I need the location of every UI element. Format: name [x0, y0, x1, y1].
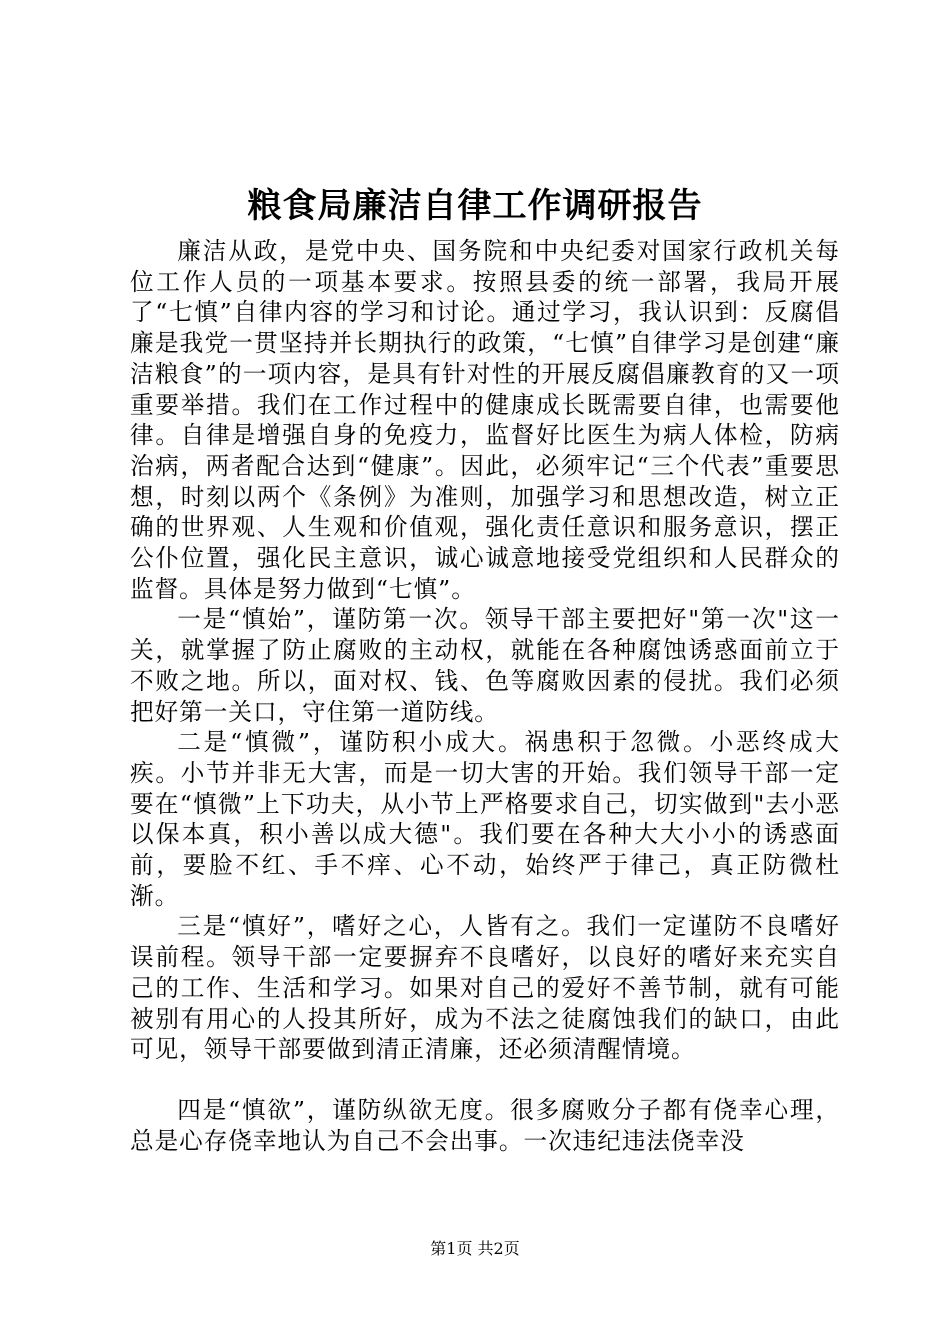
paragraph-shen-shi: 一是“慎始”，谨防第一次。领导干部主要把好"第一次"这一关，就掌握了防止腐败的主动权，就能在各种腐蚀诱惑面前立于不败之地。所以，面对权、钱、色等腐败因素的侵扰。我们必须把好第一关口，守住第一道防线。 [130, 605, 840, 726]
document-title: 粮食局廉洁自律工作调研报告 [247, 186, 703, 226]
paragraph-intro: 廉洁从政，是党中央、国务院和中央纪委对国家行政机关每位工作人员的一项基本要求。按照县委的统一部署，我局开展了“七慎”自律内容的学习和讨论。通过学习，我认识到：反腐倡廉是我党一贯坚持并长期执行的政策，“七慎”自律学习是创建“廉洁粮食”的一项内容，是具有针对性的开展反腐倡廉教育的又一项重要举措。我们在工作过程中的健康成长既需要自律，也需要他律。自律是增强自身的免疫力，监督好比医生为病人体检，防病治病，两者配合达到“健康”。因此，必须牢记“三个代表”重要思想，时刻以两个《条例》为准则，加强学习和思想改造，树立正确的世界观、人生观和价值观，强化责任意识和服务意识，摆正公仆位置，强化民主意识，诚心诚意地接受党组织和人民群众的监督。具体是努力做到“七慎”。 [130, 237, 840, 603]
page-footer: 第1页 共2页 [430, 1239, 520, 1258]
paragraph-shen-hao: 三是“慎好”，嗜好之心，人皆有之。我们一定谨防不良嗜好误前程。领导干部一定要摒弃不良嗜好，以良好的嗜好来充实自己的工作、生活和学习。如果对自己的爱好不善节制，就有可能被别有用心的人投其所好，成为不法之徒腐蚀我们的缺口，由此可见，领导干部要做到清正清廉，还必须清醒情境。 [130, 912, 840, 1064]
document-body [130, 236, 840, 1156]
paragraph-shen-yu: 四是“慎欲”，谨防纵欲无度。很多腐败分子都有侥幸心理，总是心存侥幸地认为自己不会出事。一次违纪违法侥幸没 [130, 1095, 840, 1155]
paragraph-shen-wei: 二是“慎微”，谨防积小成大。祸患积于忽微。小恶终成大疾。小节并非无大害，而是一切大害的开始。我们领导干部一定要在“慎微”上下功夫，从小节上严格要求自己，切实做到"去小恶以保本真，积小善以成大德"。我们要在各种大大小小的诱惑面前，要脸不红、手不痒、心不动，始终严于律己，真正防微杜渐。 [130, 728, 840, 910]
